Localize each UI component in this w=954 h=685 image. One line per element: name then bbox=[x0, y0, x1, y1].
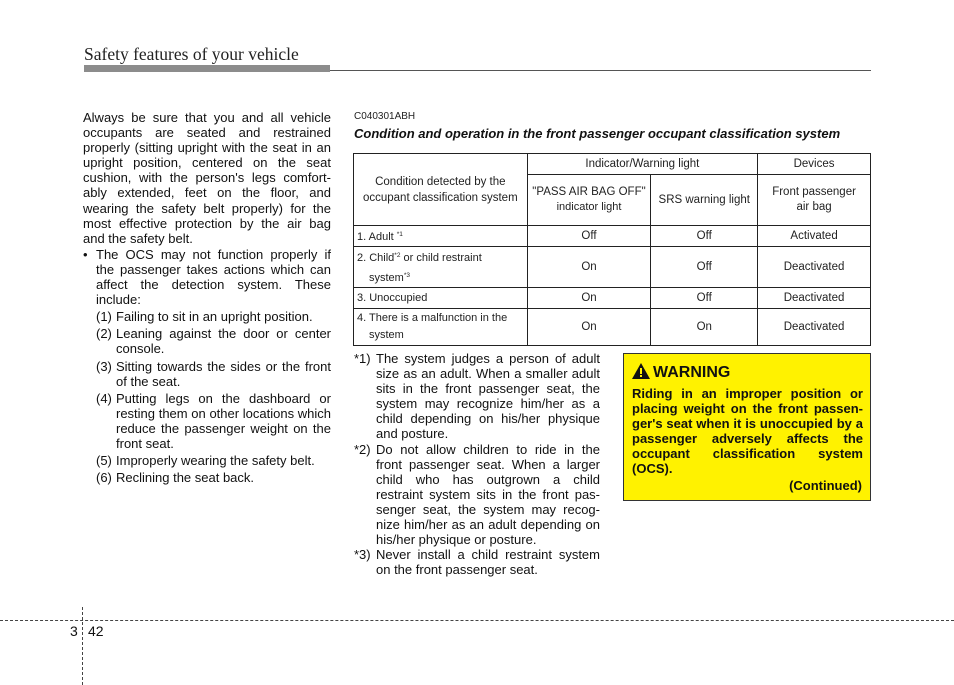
bullet-text: The OCS may not function properly if the passenger takes actions which can affect the detection system. These include: bbox=[96, 246, 331, 308]
device-cell: Activated bbox=[758, 226, 871, 247]
device-cell: Deactivated bbox=[758, 288, 871, 309]
list-item-number: (5) bbox=[96, 453, 112, 469]
srs-cell: Off bbox=[651, 247, 758, 288]
header-indicator: Indicator/Warning light bbox=[527, 154, 757, 175]
condition-text: 1. Adult bbox=[357, 231, 397, 243]
srs-cell: Off bbox=[651, 226, 758, 247]
pass-cell: On bbox=[527, 247, 651, 288]
list-item bbox=[96, 359, 331, 389]
footnote-mark: *1) bbox=[354, 351, 371, 366]
footnote-mark: *2) bbox=[354, 441, 371, 457]
warning-title: WARNING bbox=[653, 364, 731, 381]
row-condition bbox=[354, 309, 528, 346]
ocs-table bbox=[353, 153, 871, 346]
header-pass-airbag-off bbox=[527, 175, 651, 226]
footnote-text: The system judges a person of adult size as an adult. When a smaller adult sits in the front passenger seat, the system may recognize him/her as a child depending on his/her physique and posture. bbox=[376, 351, 600, 442]
page-header-title: Safety features of your vehicle bbox=[84, 44, 299, 64]
header-bar bbox=[84, 65, 330, 72]
warning-continued: (Continued) bbox=[789, 478, 862, 493]
footnote-text: Never install a child restraint system on the front passenger seat. bbox=[376, 547, 600, 578]
table-row bbox=[354, 226, 871, 247]
list-item bbox=[96, 309, 331, 324]
pass-cell: Off bbox=[527, 226, 651, 247]
condition-text: 4. There is a malfunction in the bbox=[357, 312, 508, 324]
list-item bbox=[96, 391, 331, 451]
footnote bbox=[354, 351, 600, 442]
action-list bbox=[96, 309, 331, 485]
device-cell: Deactivated bbox=[758, 247, 871, 288]
footnote bbox=[354, 442, 600, 548]
srs-cell: Off bbox=[651, 288, 758, 309]
header-devices: Devices bbox=[758, 154, 871, 175]
list-item-number: (1) bbox=[96, 309, 112, 325]
list-item-number: (2) bbox=[96, 326, 112, 342]
warning-box bbox=[623, 353, 871, 501]
srs-cell: On bbox=[651, 309, 758, 346]
warning-body: Riding in an improper position or placing weight on the front passen-ger's seat when it is unoccupied by a passenger adversely affects the occupant classification system (OCS). bbox=[632, 386, 863, 477]
footnote-ref: *1 bbox=[396, 231, 403, 238]
footnote bbox=[354, 547, 600, 577]
list-item-number: (3) bbox=[96, 358, 112, 374]
header-condition: Condition detected by the occupant classification system bbox=[354, 154, 528, 226]
table-row bbox=[354, 247, 871, 288]
list-item-text: Reclining the seat back. bbox=[116, 470, 255, 486]
footnote-mark: *3) bbox=[354, 547, 371, 563]
header-pass-label: "PASS AIR BAG OFF" bbox=[532, 186, 646, 198]
table-row bbox=[354, 309, 871, 346]
list-item-number: (4) bbox=[96, 390, 112, 406]
footnote-ref: *3 bbox=[403, 272, 410, 279]
footer-divider bbox=[0, 620, 954, 621]
footer-vertical-divider bbox=[82, 607, 83, 685]
intro-paragraph: Always be sure that you and all vehicle occupants are seated and restrained properly (sitting upright with the seat in an upright position, centered on the seat cushion, with the person's legs comfort-ably extended, feet on the floor, and wearing the safety belt properly) for the most effective protection by the air bag and the safety belt. bbox=[83, 110, 331, 246]
row-condition bbox=[354, 247, 528, 288]
footnotes bbox=[354, 351, 600, 577]
list-item-text: Putting legs on the dashboard or resting them on other locations which reduce the passenger weight on the front seat. bbox=[116, 390, 331, 451]
list-item-number: (6) bbox=[96, 470, 112, 486]
header-rule bbox=[330, 70, 871, 71]
header-srs: SRS warning light bbox=[651, 175, 758, 226]
table-row bbox=[354, 288, 871, 309]
header-pass-sub: indicator light bbox=[556, 201, 622, 213]
ocs-bullet bbox=[83, 247, 331, 307]
pass-cell: On bbox=[527, 309, 651, 346]
warning-triangle-icon bbox=[632, 363, 650, 384]
device-cell: Deactivated bbox=[758, 309, 871, 346]
left-column bbox=[83, 110, 331, 487]
list-item-text: Improperly wearing the safety belt. bbox=[116, 453, 315, 469]
section-code: C040301ABH bbox=[354, 111, 416, 122]
warning-heading bbox=[632, 363, 730, 384]
list-item-text: Failing to sit in an upright position. bbox=[116, 309, 313, 325]
list-item bbox=[96, 470, 331, 485]
row-condition: 3. Unoccupied bbox=[354, 288, 528, 309]
bullet-dot: • bbox=[83, 246, 88, 262]
pass-cell: On bbox=[527, 288, 651, 309]
list-item-text: Leaning against the door or center console. bbox=[116, 326, 331, 357]
row-condition bbox=[354, 226, 528, 247]
condition-text: or child restraint bbox=[400, 252, 482, 264]
footnote-ref: *2 bbox=[394, 252, 401, 259]
footnote-text: Do not allow children to ride in the front passenger seat. When a larger child who has outgrown a child restraint system sits in the front pas-senger seat, the system may recog-nize him/her as an adult depending on his/her physique or posture. bbox=[376, 441, 600, 548]
condition-text: system bbox=[369, 272, 404, 284]
condition-text: system bbox=[369, 329, 404, 341]
list-item bbox=[96, 453, 331, 468]
list-item bbox=[96, 326, 331, 356]
list-item-text: Sitting towards the sides or the front of the seat. bbox=[116, 358, 331, 389]
chapter-number: 3 bbox=[70, 623, 78, 639]
condition-text: 2. Child bbox=[357, 252, 395, 264]
table-title: Condition and operation in the front passenger occupant classification system bbox=[354, 126, 841, 141]
header-front-airbag: Front passenger air bag bbox=[758, 175, 871, 226]
page-number: 42 bbox=[88, 623, 104, 639]
